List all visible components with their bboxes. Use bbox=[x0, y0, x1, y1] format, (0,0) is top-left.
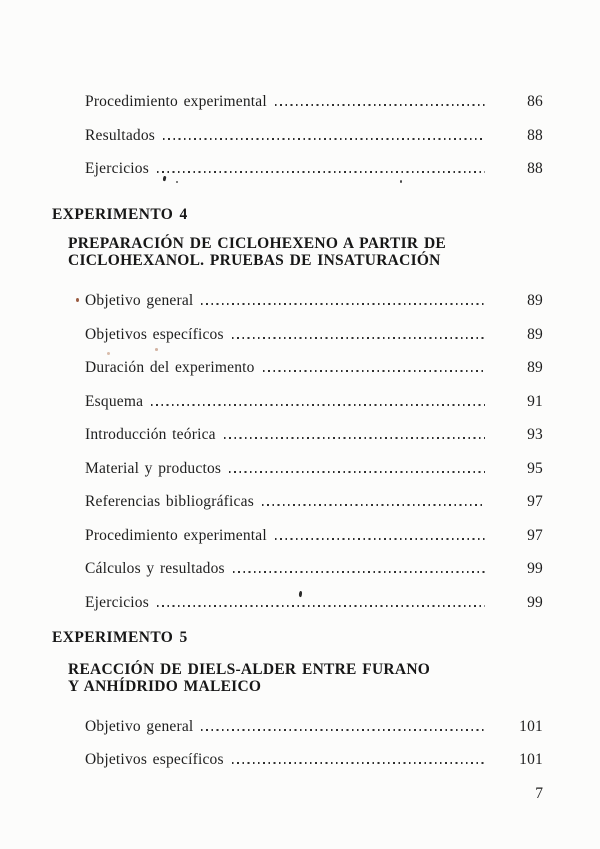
page-number: 101 bbox=[519, 717, 543, 735]
dot-leader bbox=[201, 729, 485, 731]
page-number: 86 bbox=[527, 93, 543, 110]
dot-leader bbox=[263, 370, 485, 372]
toc-entry bbox=[85, 159, 543, 179]
ink-speck bbox=[176, 181, 178, 183]
section-entries-experimento-5 bbox=[0, 717, 600, 771]
toc-entry bbox=[85, 492, 543, 512]
toc-entry bbox=[85, 325, 543, 345]
ink-speck bbox=[155, 348, 158, 351]
toc-entry bbox=[85, 593, 543, 613]
section-title-experimento-5 bbox=[68, 661, 543, 695]
toc-entry-label: Ejercicios bbox=[85, 160, 149, 177]
toc-entry-label: Resultados bbox=[85, 126, 156, 144]
toc-entry bbox=[85, 526, 543, 546]
dot-leader bbox=[163, 138, 485, 140]
toc-entry-label: Objetivos específicos bbox=[85, 751, 224, 768]
page-number: 95 bbox=[527, 459, 543, 477]
toc-entry-label: Procedimiento experimental bbox=[85, 93, 267, 110]
section-heading-experimento-4: EXPERIMENTO 4 bbox=[52, 206, 188, 223]
section-title-line1: PREPARACIÓN DE CICLOHEXENO A PARTIR DE bbox=[68, 235, 447, 252]
toc-entry bbox=[85, 291, 543, 311]
dot-leader bbox=[201, 303, 485, 305]
dot-leader bbox=[275, 104, 485, 106]
toc-entry-label: Introducción teórica bbox=[85, 426, 216, 443]
page-number: 93 bbox=[527, 426, 543, 443]
toc-entry bbox=[85, 750, 543, 770]
folio-page-number: 7 bbox=[535, 784, 543, 802]
ink-speck bbox=[76, 298, 79, 302]
dot-leader bbox=[157, 171, 485, 173]
dot-leader bbox=[275, 538, 485, 540]
dot-leader bbox=[229, 471, 485, 473]
dot-leader bbox=[224, 437, 485, 439]
page-number: 91 bbox=[527, 392, 543, 410]
toc-entry bbox=[85, 358, 543, 378]
toc-entry bbox=[85, 459, 543, 479]
ink-speck bbox=[162, 176, 166, 181]
page-number: 89 bbox=[527, 359, 543, 376]
dot-leader bbox=[232, 337, 485, 339]
toc-entry-label: Duración del experimento bbox=[85, 359, 255, 376]
page-number: 89 bbox=[527, 325, 543, 343]
page-number: 101 bbox=[519, 751, 543, 768]
section-title-line2: CICLOHEXANOL. PRUEBAS DE INSATURACIÓN bbox=[68, 252, 441, 269]
toc-entry-label: Objetivo general bbox=[85, 292, 194, 309]
section-title-line2: Y ANHÍDRIDO MALEICO bbox=[68, 677, 262, 695]
dot-leader bbox=[262, 504, 485, 506]
section-title-experimento-4 bbox=[68, 235, 543, 269]
page-number: 99 bbox=[527, 593, 543, 611]
toc-entry bbox=[85, 717, 543, 737]
dot-leader bbox=[232, 762, 485, 764]
toc-entry-label: Material y productos bbox=[85, 459, 222, 477]
ink-speck bbox=[107, 352, 110, 355]
page-number: 88 bbox=[527, 160, 543, 177]
dot-leader bbox=[233, 571, 485, 573]
toc-entry-label: Esquema bbox=[85, 392, 144, 410]
toc-entry-label: Procedimiento experimental bbox=[85, 526, 267, 544]
toc-entry-label: Objetivos específicos bbox=[85, 325, 224, 343]
page-number: 97 bbox=[527, 493, 543, 510]
dot-leader bbox=[157, 605, 485, 607]
page-number: 97 bbox=[527, 526, 543, 544]
section-heading-experimento-5: EXPERIMENTO 5 bbox=[52, 628, 188, 646]
dot-leader bbox=[151, 404, 485, 406]
section-entries-experimento-4 bbox=[0, 291, 600, 613]
toc-entry bbox=[85, 392, 543, 412]
toc-entry bbox=[85, 126, 543, 146]
toc-entry bbox=[85, 92, 543, 112]
page-number: 88 bbox=[527, 126, 543, 144]
toc-entry-label: Objetivo general bbox=[85, 717, 194, 735]
ink-speck bbox=[400, 180, 402, 183]
toc-entry bbox=[85, 559, 543, 579]
toc-entry-label: Referencias bibliográficas bbox=[85, 493, 254, 510]
section-title-line1: REACCIÓN DE DIELS-ALDER ENTRE FURANO bbox=[68, 660, 431, 678]
page-number: 89 bbox=[527, 292, 543, 309]
toc-entry bbox=[85, 425, 543, 445]
page-number: 99 bbox=[527, 560, 543, 577]
toc-entry-label: Ejercicios bbox=[85, 593, 149, 611]
toc-entry-label: Cálculos y resultados bbox=[85, 560, 225, 577]
